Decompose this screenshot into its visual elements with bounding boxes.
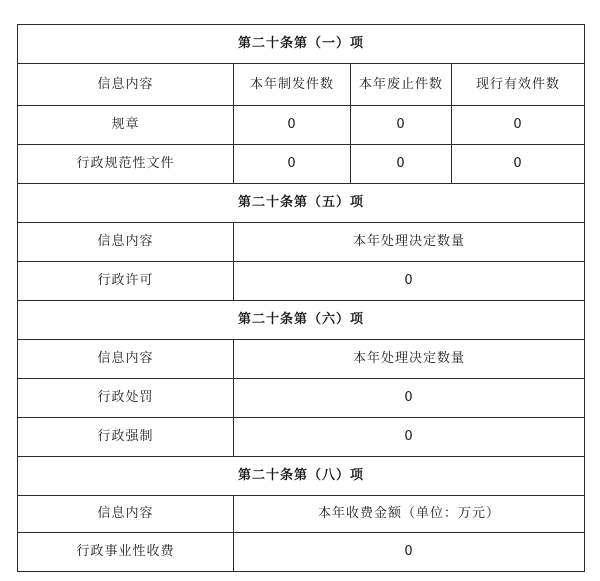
header-issued-count: 本年制发件数 (234, 64, 351, 106)
header-info-content: 信息内容 (18, 64, 234, 106)
section-title: 第二十条第（一）项 (18, 25, 585, 64)
table-row (18, 418, 585, 457)
header-row (18, 496, 585, 533)
header-row (18, 64, 585, 106)
section-title-row (18, 184, 585, 223)
row-label: 行政规范性文件 (18, 145, 234, 184)
row-label: 规章 (18, 106, 234, 145)
row-label: 行政许可 (18, 262, 234, 301)
cell-value: 0 (234, 418, 585, 457)
header-valid-count: 现行有效件数 (452, 64, 585, 106)
cell-value: 0 (234, 262, 585, 301)
table-row (18, 262, 585, 301)
table-row (18, 106, 585, 145)
cell-value: 0 (452, 145, 585, 184)
header-row (18, 223, 585, 262)
header-row (18, 340, 585, 379)
section-title-row (18, 25, 585, 64)
section-title: 第二十条第（八）项 (18, 457, 585, 496)
cell-value: 0 (452, 106, 585, 145)
disclosure-table (17, 24, 585, 572)
cell-value: 0 (234, 145, 351, 184)
cell-value: 0 (234, 533, 585, 572)
header-info-content: 信息内容 (18, 223, 234, 262)
row-label: 行政处罚 (18, 379, 234, 418)
row-label: 行政强制 (18, 418, 234, 457)
table-row (18, 379, 585, 418)
header-fee-amount: 本年收费金额（单位：万元） (234, 496, 585, 533)
table-row (18, 145, 585, 184)
cell-value: 0 (351, 145, 452, 184)
cell-value: 0 (351, 106, 452, 145)
header-repealed-count: 本年废止件数 (351, 64, 452, 106)
section-title: 第二十条第（五）项 (18, 184, 585, 223)
row-label: 行政事业性收费 (18, 533, 234, 572)
header-info-content: 信息内容 (18, 496, 234, 533)
section-title-row (18, 301, 585, 340)
table-row (18, 533, 585, 572)
header-decision-count: 本年处理决定数量 (234, 223, 585, 262)
cell-value: 0 (234, 379, 585, 418)
section-title: 第二十条第（六）项 (18, 301, 585, 340)
section-title-row (18, 457, 585, 496)
cell-value: 0 (234, 106, 351, 145)
header-info-content: 信息内容 (18, 340, 234, 379)
header-decision-count: 本年处理决定数量 (234, 340, 585, 379)
